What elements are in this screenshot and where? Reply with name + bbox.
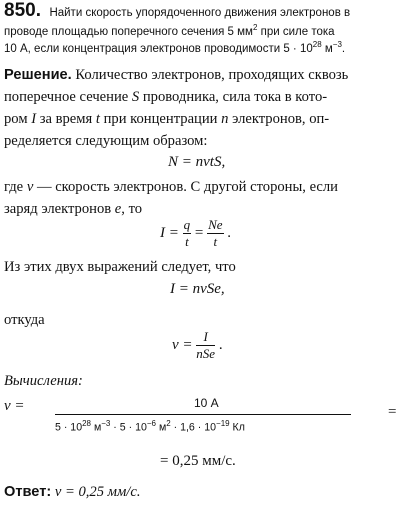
equals: = xyxy=(388,404,397,420)
calc-lhs xyxy=(4,398,25,415)
solution-text: Из этих двух выражений следует, что xyxy=(4,259,236,275)
exp: 28 xyxy=(82,419,91,428)
period: . xyxy=(218,336,223,353)
var-n: n xyxy=(221,111,229,127)
den-part: · 5 · 10 xyxy=(110,421,147,434)
solution-label: Решение. xyxy=(4,67,72,83)
answer-value: v = 0,25 мм/с. xyxy=(51,484,141,500)
exp: −3 xyxy=(332,40,342,49)
problem-text-3b: м xyxy=(321,42,333,55)
solution-text: поперечное сечение xyxy=(4,89,132,105)
var-s: S xyxy=(131,89,140,105)
problem-text-3c: . xyxy=(341,42,346,55)
problem-line-1 xyxy=(4,0,350,22)
equation-3 xyxy=(170,281,225,298)
fraction-ne-t xyxy=(207,217,223,250)
solution-text: , то xyxy=(121,201,143,217)
problem-number: 850. xyxy=(4,0,41,21)
solution-line-4 xyxy=(4,133,207,150)
var-v: v xyxy=(26,179,34,195)
solution-text: Количество электронов, проходящих сквозь xyxy=(71,67,349,83)
exp: −19 xyxy=(216,419,230,428)
solution-text: при концентрации xyxy=(99,111,222,127)
solution-line-2 xyxy=(4,89,327,106)
solution-text: за время xyxy=(36,111,96,127)
equation-2 xyxy=(160,217,231,250)
equation-lhs: I = xyxy=(160,224,179,241)
solution-text: где xyxy=(4,179,27,195)
solution-line-6 xyxy=(4,201,142,218)
exp: 28 xyxy=(312,40,322,49)
problem-line-3 xyxy=(4,40,345,55)
exp: 2 xyxy=(252,23,258,32)
solution-text: — скорость электронов. С другой стороны, если xyxy=(33,179,338,195)
answer-line xyxy=(4,484,140,501)
numerator: q xyxy=(183,217,191,232)
equation-lhs: v = xyxy=(172,336,193,353)
calc-result xyxy=(160,453,236,470)
den-part: м xyxy=(91,421,102,434)
solution-text: откуда xyxy=(4,312,45,328)
den-part: 5 · 10 xyxy=(55,421,83,434)
solution-line-1 xyxy=(4,67,348,84)
numerator: I xyxy=(196,329,215,346)
solution-text: проводника, сила тока в кото- xyxy=(139,89,328,105)
calc-numerator xyxy=(194,396,219,410)
numerator: 10 А xyxy=(194,396,219,410)
equation-text: N = nvtS, xyxy=(168,154,226,170)
denominator: nSe xyxy=(196,346,216,361)
equation-text: I = nvSe, xyxy=(170,281,225,297)
result-text: = 0,25 мм/с. xyxy=(160,453,236,469)
equation-1 xyxy=(168,154,225,171)
problem-text-3a: 10 А, если концентрация электронов проводимости 5 · 10 xyxy=(4,42,313,55)
solution-line-3 xyxy=(4,111,329,128)
solution-line-5 xyxy=(4,179,338,196)
solution-line-7 xyxy=(4,259,236,276)
calculations-label xyxy=(4,373,83,390)
problem-text-2a: проводе площадью поперечного сечения 5 мм xyxy=(4,25,253,38)
solution-text: заряд электронов xyxy=(4,201,115,217)
calc-equals xyxy=(388,404,396,421)
var-e: e xyxy=(114,201,122,217)
problem-text-2b: при силе тока xyxy=(257,25,335,38)
fraction-i-nse xyxy=(196,329,215,362)
answer-label: Ответ: xyxy=(4,484,52,500)
solution-line-8 xyxy=(4,312,45,329)
den-part: · 1,6 · 10 xyxy=(170,421,217,434)
solution-text: электронов, оп- xyxy=(228,111,330,127)
denominator: t xyxy=(185,234,189,249)
exp: −3 xyxy=(101,419,111,428)
period: . xyxy=(227,224,232,241)
exp: −6 xyxy=(146,419,156,428)
fraction-q-t xyxy=(183,217,192,250)
problem-text-1: Найти скорость упорядоченного движения электронов в xyxy=(49,7,351,19)
calc-denominator xyxy=(55,419,245,434)
calc-label: Вычисления: xyxy=(4,373,83,389)
exp: 2 xyxy=(166,419,171,428)
denominator: t xyxy=(213,234,218,249)
numerator: Ne xyxy=(208,217,223,232)
var-t: t xyxy=(95,111,100,127)
den-part: Кл xyxy=(229,421,245,434)
calc-lhs-text: v = xyxy=(4,398,25,414)
den-part: м xyxy=(156,421,167,434)
solution-text: ром xyxy=(4,111,32,127)
var-i: I xyxy=(31,111,37,127)
equation-4 xyxy=(172,329,223,362)
problem-line-2 xyxy=(4,23,335,38)
equals: = xyxy=(194,224,204,241)
fraction-bar xyxy=(55,414,351,415)
solution-text: ределяется следующим образом: xyxy=(4,133,208,149)
